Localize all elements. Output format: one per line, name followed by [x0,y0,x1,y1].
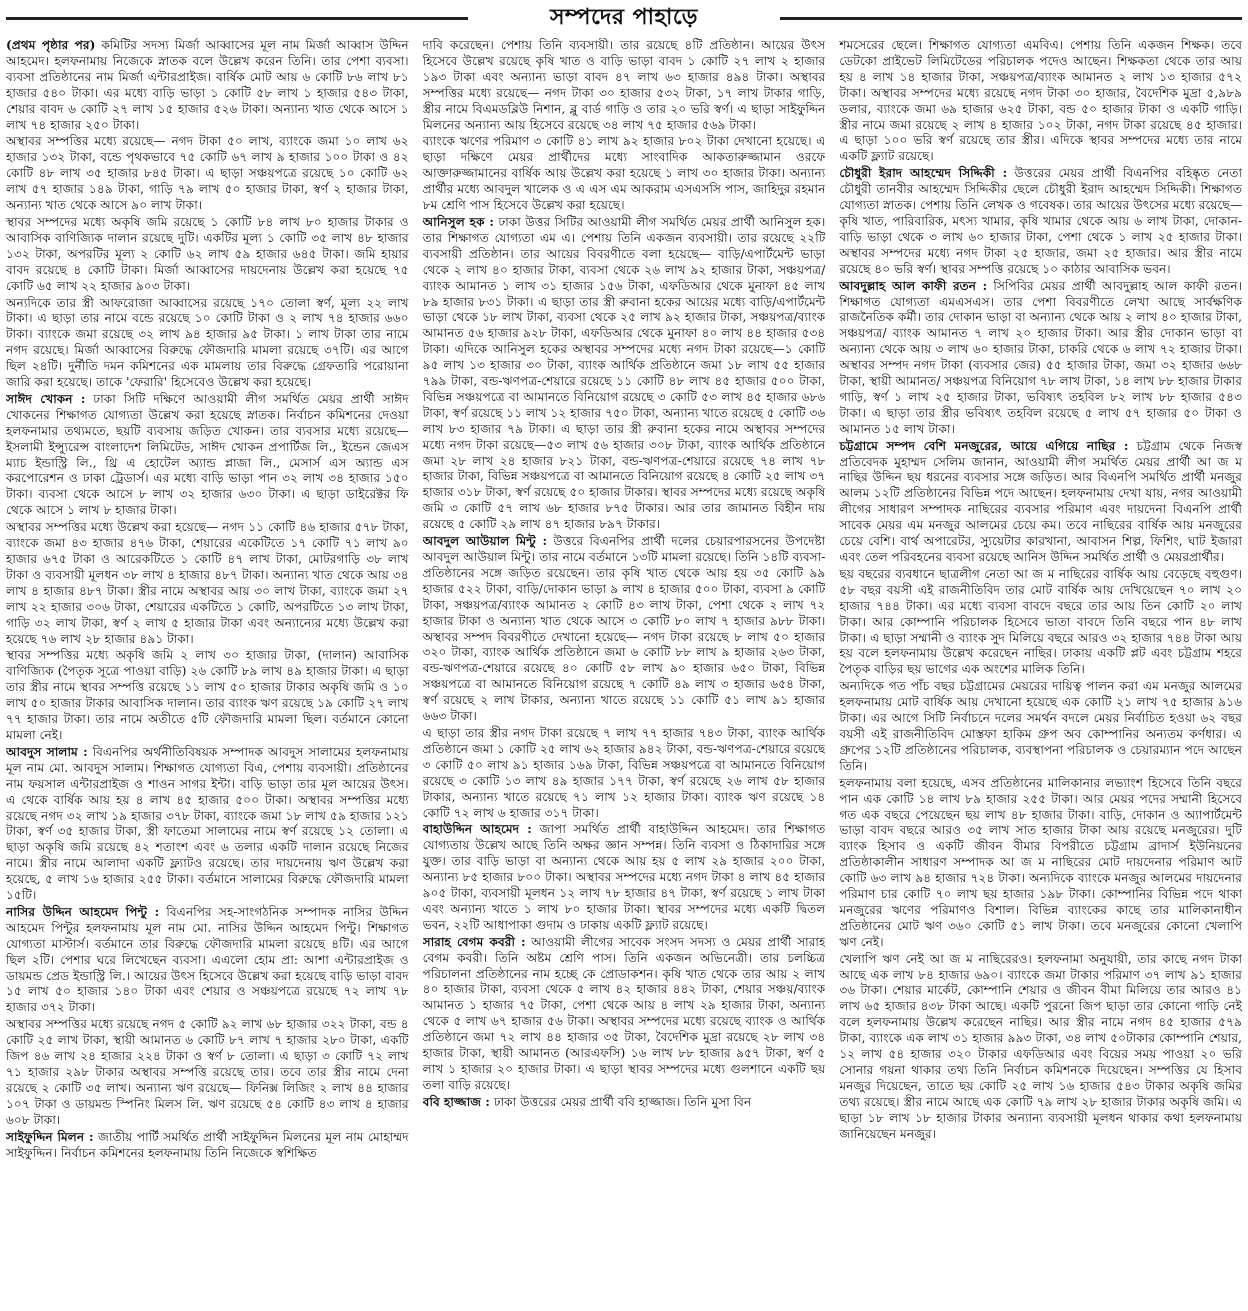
article-paragraph [423,935,826,1094]
paragraph-text: ঢাকা উত্তর সিটির আওয়ামী লীগ সমর্থিত মেয়র প্রার্থী আনিসুল হক। তার শিক্ষাগত যোগ্যতা এম এ। পেশায় তিনি একজন ব্যবসায়ী। তার রয়েছে ২২টি ব্যবসায়ী প্রতিষ্ঠান। তার আয়ের বিবরণীতে বলা হয়েছে— বাড়ি/এপার্টমেন্ট ভাড়া থেকে ২ লাখ ৪০ হাজার টাকা, ব্যবসা থেকে ২৬ লাখ ৯২ হাজার টাকা, সঞ্চয়পত্র/ব্যাংক আমানত ১ লাখ ৩১ হাজার ১৫৬ টাকা, এফডিআর থেকে মুনাফা ৪৫ লাখ ৮৯ হাজার ৮৩১ টাকা। এ ছাড়া তার স্ত্রী রুবানা হকের আয়ের মধ্যে বাড়ি/এপার্টমেন্ট ভাড়া থেকে ১৮ লাখ টাকা, ব্যবসা থেকে ২৫ লাখ ৯২ হাজার টাকা, সঞ্চয়পত্র/ব্যাংক আমানত ৫৬ হাজার ৯২৮ টাকা, এফডিআর থেকে মুনাফা ৪০ লাখ ৪৪ হাজার ৫৩৪ টাকা। এদিকে আনিসুল হকের অস্থাবর সম্পদের মধ্যে নগদ টাকা রয়েছে—১ কোটি ৯৫ লাখ ১৩ হাজার ৩০ টাকা, ব্যাংক আর্থিক প্রতিষ্ঠানে জমা ১৮ লাখ ৫৫ হাজার ৭৯৯ টাকা, বন্ড-ঋণপত্র-শেয়ারে রয়েছে ১১ কোটি ৪৮ লাখ ৪৫ হাজার ৫০০ টাকা, বিভিন্ন সঞ্চয়পত্রে বা আমানতে বিনিয়োগ রয়েছে ৩ কোটি ৫৩ লাখ ৪৫ হাজার ৬৮৬ টাকা, স্বর্ণ রয়েছে ১১ লাখ ১২ হাজার ৭৫০ টাকা, অন্যান্য খাতে রয়েছে ৫ কোটি ৩৬ লাখ ৮৩ হাজার ৭৯ টাকা। এ ছাড়া তার স্ত্রী রুবানা হকের নামে অস্থাবর সম্পদের মধ্যে নগদ টাকা রয়েছে—৫৩ লাখ ৫৬ হাজার ৩০৮ টাকা, ব্যাংক আর্থিক প্রতিষ্ঠানে জমা ২৮ লাখ ২৪ হাজার ৮২১ টাকা, বন্ড-ঋণপত্র-শেয়ারে রয়েছে ৭৪ লাখ ৭৮ হাজার টাকা, বিভিন্ন সঞ্চয়পত্রে বা আমানতে বিনিয়োগ রয়েছে ৪ কোটি ২৫ লাখ ৩৭ হাজার ৩১৮ টাকা, স্বর্ণ রয়েছে ৫০ হাজার টাকার। স্থাবর সম্পদের মধ্যে রয়েছে অকৃষি জমি ৩ কোটি ৫৭ লাখ ৬৮ হাজার ৮৭৫ টাকার। আর তার জামানত বিহীন দায় রয়েছে ৫ কোটি ২৯ লাখ ৪৭ হাজার ৮৯৭ টাকার। [422,214,826,532]
paragraph-text: এ ছাড়া তার স্ত্রীর নগদ টাকা রয়েছে ৭ লাখ ৭৭ হাজার ৭৪৩ টাকা, ব্যাংক আর্থিক প্রতিষ্ঠানে জমা ১ কোটি ২৫ লাখ ৬২ হাজার ৯৪২ টাকা, বন্ড-ঋণপত্র-শেয়ারে রয়েছে ৩ কোটি ৫০ লাখ ৯১ হাজার ১৬৯ টাকা, বিভিন্ন সঞ্চয়পত্রে বা আমানতে বিনিয়োগ রয়েছে ৩ কোটি ১৩ লাখ ৪৯ হাজার ১৭৭ টাকা, স্বর্ণ রয়েছে ২৬ লাখ ৫৮ হাজার টাকার, অন্যান্য খাতে রয়েছে ৭১ লাখ ১২ হাজার টাকা। ব্যাংক ঋণ রয়েছে ১৪ কোটি ৭২ লাখ ৬ হাজার ৩১৭ টাকা। [422,725,826,820]
article-paragraph [6,1017,409,1128]
paragraph-lead: (প্রথম পৃষ্ঠার পর) [6,38,96,52]
paragraph-lead: ববি হাজ্জাজ : [422,1094,490,1109]
paragraph-lead: আবদুল্লাহ আল কাফী রতন : [839,278,988,293]
paragraph-lead: নাসির উদ্দিন আহমেদ পিন্টু : [6,904,160,919]
paragraph-text: শমসেরের ছেলে। শিক্ষাগত যোগ্যতা এমবিএ। পেশায় তিনি একজন শিক্ষক। তবে ডেটকো প্রাইভেট লিমিটেডের পরিচালক পদেও আছেন। শিক্ষকতা থেকে তার আয় হয় ৪ লাখ ১৪ হাজার টাকা, সঞ্চয়পত্র/ব্যাংক আমানত ২ লাখ ১৩ হাজার ৫৭২ টাকা। অস্থাবর সম্পদের মধ্যে রয়েছে নগদ টাকা ৩০ হাজার, বৈদেশিক মুদ্রা ৫,৯৮৯ ডলার, ব্যাংকে জমা ৬৯ হাজার ৬২৫ টাকা, বন্ড ৫০ হাজার টাকা ও একটি গাড়ি। স্ত্রীর নামে জমা রয়েছে ২ লাখ ৪ হাজার ১০২ টাকা, নগদ টাকা রয়েছে ৪৫ হাজার। এ ছাড়া ১০০ ভরি স্বর্ণ রয়েছে তার স্ত্রীর। এদিকে স্থাবর সম্পদের মধ্যে তার নামে একটি ফ্ল্যাট রয়েছে। [839,38,1243,164]
paragraph-text: খেলাপি ঋণ নেই আ জ ম নাছিরেরও। হলফনামা অনুযায়ী, তার কাছে নগদ টাকা আছে এক লাখ ৮৪ হাজার ৬৯০। ব্যাংকে জমা টাকার পরিমাণ ৩৭ লাখ ৯১ হাজার ৩৬ টাকা। শেয়ার মার্কেট, কোম্পানি শেয়ার ও জীবন বীমা মিলিয়ে তার আরও ৪১ লাখ ৬৫ হাজার ৪৩৮ টাকা আছে। একটি পুরনো জিপ ছাড়া তার কোনো গাড়ি নেই বলে হলফনামায় উল্লেখ করেছেন নাছির। আর স্ত্রীর নামে নগদ ৪৫ হাজার ৫৭৯ টাকা, ব্যাংকে এক লাখ ৩১ হাজার ৯৯৩ টাকা, ৩৪ লাখ ৫০টাকার কোম্পানি শেয়ার, ১২ লাখ ৫৪ হাজার ৩২০ টাকার এফডিআর এবং বিয়ের সময় পাওয়া ২০ ভরি সোনার গয়না থাকার তথ্য তিনি নির্বাচন কমিশনকে দিয়েছেন। সম্পত্তির যে হিসাব মনজুর দিয়েছেন, তাতে ছয় কোটি ২৫ লাখ ১৬ হাজার ৫৪৩ টাকার অকৃষি জমির তথ্য রয়েছে। স্ত্রীর নামে আছে এক কোটি ৭৯ লাখ ২৮ হাজার টাকার অকৃষি জমি। এ ছাড়া ১৮ লাখ ১৮ হাজার টাকার অন্যান্য ব্যবসায়ী মূলধন থাকার কথা হলফনামায় জানিয়েছেন মনজুর। [839,951,1243,1141]
article-columns [6,38,1242,1306]
paragraph-text: কমিটির সদস্য মির্জা আব্বাসের মূল নাম মির্জা আব্বাস উদ্দিন আহমেদ। হলফনামায় নিজেকে স্নাতক বলে উল্লেখ করেন তিনি। তার পেশা ব্যবসা। ব্যবসা প্রতিষ্ঠানের নাম মির্জা এন্টারপ্রাইজ। বার্ষিক মোট আয় ৬ কোটি ৮৬ লাখ ৮১ হাজার ৫৪০ টাকা। এর মধ্যে বাড়ি ভাড়া ১ কোটি ৫৮ লাখ ১ হাজার ৫৪৩ টাকা, শেয়ার বাবদ ৬ কোটি ২৭ লাখ ১৫ হাজার ৫২৬ টাকা। অন্যান্য খাত থেকে আসে ১ লাখ ৭৪ হাজার ২৫০ টাকা। [6,38,409,132]
paragraph-text: উত্তরে বিএনপির প্রার্থী দলের চেয়ারপারসনের উপদেষ্টা আবদুল আউয়াল মিন্টু। তার নামে বর্তমানে ১৩টি মামলা রয়েছে। তিনি ১৪টি ব্যবসা-প্রতিষ্ঠানের সঙ্গে জড়িত রয়েছেন। তার কৃষি খাত থেকে আয় হয় ৩৫ কোটি ৯৯ হাজার ৫২২ টাকা, বাড়ি/দোকান ভাড়া ৯ লাখ ৪ হাজার ৫০০ টাকা, ব্যবসা ৯ কোটি টাকা, সঞ্চয়পত্র/ব্যাংক আমানত ২ কোটি ৪৩ লাখ টাকা, পেশা থেকে ২ লাখ ৭২ হাজার টাকা ও অন্যান্য খাত থেকে আসে ৩ কোটি ৮০ লাখ ৭ হাজার ৯৮৮ টাকা। অস্থাবর সম্পদ বিবরণীতে দেখানো হয়েছে— নগদ টাকা রয়েছে ৮ লাখ ৫০ হাজার ৩২০ টাকা, ব্যাংক আর্থিক প্রতিষ্ঠানে জমা ৬ কোটি ৮৮ লাখ ৯ হাজার ২৬৩ টাকা, বন্ড-ঋণপত্র-শেয়ারে রয়েছে ৪০ কোটি ৫৮ লাখ ৯০ হাজার ৬৫০ টাকা, বিভিন্ন সঞ্চয়পত্রে বা আমানতে বিনিয়োগ রয়েছে ৭ কোটি ৪৯ লাখ ৩ হাজার ৬৫৪ টাকা, স্বর্ণ রয়েছে ২ লাখ টাকার, অন্যান্য খাতে রয়েছে ১১ কোটি ৫১ লাখ ৯১ হাজার ৬৬৩ টাকা। [422,534,826,724]
paragraph-text: অস্থাবর সম্পত্তির মধ্যে উল্লেখ করা হয়েছে— নগদ ১১ কোটি ৪৬ হাজার ৫৭৮ টাকা, ব্যাংকে জমা ৪৩ হাজার ৪৭৬ টাকা, শেয়ারের একেটিতে ১৭ কোটি ৭১ লাখ ৯০ হাজার ৬৭৫ টাকা ও আরেকটিতে ১ কোটি ৪৭ লাখ টাকা, মোটরগাড়ি ৩৮ লাখ টাকা ও ব্যবসায়ী মূলধন ৩৮ লাখ ৪ হাজার ৪৮৭ টাকা। অন্যান্য খাত থেকে আয় ৩৪ লাখ ৪ হাজার ৪৮৭ টাকা। স্ত্রীর নামে অস্থাবর আয় ৩০ লাখ টাকা, ব্যাংকে জমা ২৭ লাখ ২২ হাজার ৩০৬ টাকা, শেয়ারের একটিতে ১ কোটি, অপরটিতে ১৩ লাখ টাকা, গাড়ি ৩২ লাখ টাকা, স্বর্ণ ২ লাখ ৫ হাজার টাকা এবং অন্যান্যের মধ্যে উল্লেখ করা হয়েছে ৭৬ লাখ ২৮ হাজার ৪৯১ টাকা। [6,520,409,646]
paragraph-text: জাতীয় পার্টি সমর্থিত প্রার্থী সাইফুদ্দিন মিলনের মূল নাম মোহাম্মদ সাইফুদ্দিন। নির্বাচন কমিশনের হলফনামায় তিনি নিজেকে স্বশিক্ষিত [6,1129,409,1160]
paragraph-text: ঢাকা উত্তরের মেয়র প্রার্থী ববি হাজ্জাজ। তিনি মুসা বিন [489,1094,752,1109]
header-rule-right [780,17,1242,20]
paragraph-lead: সারাহ বেগম কবরী : [422,934,526,949]
paragraph-lead: আবদুল আউয়াল মিন্টু : [422,534,548,549]
article-paragraph [839,567,1242,678]
paragraph-text: ব্যাংকে ঋণের পরিমাণ ৩ কোটি ৪১ লাখ ৯২ হাজার ৮০২ টাকা দেখানো হয়েছে। এ ছাড়া দক্ষিণে মেয়র প্রার্থীদের মধ্যে সাংবাদিক আকতারুজ্জামান ওরফে আক্তারুজ্জামানের বার্ষিক আয় উল্লেখ করা হয়েছে ১ লাখ ৩০ হাজার টাকা। অন্যান্য প্রার্থীর মধ্যে আবদুল খালেক ও এ এস এম আকরাম এসএসসি পাস, জাহিদুর রহমান ৮ম শ্রেণি পাস হিসেবে উল্লেখ করা হয়েছে। [422,134,826,213]
paragraph-lead: চট্টগ্রামে সম্পদ বেশি মনজুরের, আয়ে এগিয়ে নাছির : [839,438,1129,453]
article-paragraph [6,520,409,647]
paragraph-lead: বাহাউদ্দিন আহমেদ : [422,822,532,837]
paragraph-text: বিএনপির অর্থনীতিবিষয়ক সম্পাদক আবদুস সালামের হলফনামায় মূল নাম মো. আবদুস সালাম। শিক্ষাগত যোগ্যতা বিএ, পেশায় ব্যবসায়ী। প্রতিষ্ঠানের নাম ফয়সাল এন্টারপ্রাইজ ও শাওন সাগর ইন্টা। বাড়ি ভাড়া তার মূল আয়ের উৎস। এ থেকে বার্ষিক আয় হয় ৪ লাখ ৪৫ হাজার ৫০০ টাকা। অস্থাবর সম্পত্তির মধ্যে রয়েছে নগদ ৩২ লাখ ১৯ হাজার ৩৭৮ টাকা, ব্যাংকে জমা ১৮ লাখ ৫৯ হাজার ১২১ টাকা, স্বর্ণ ৩৫ হাজার টাকা, স্ত্রী ফাতেমা সালামের নামে স্বর্ণ রয়েছে ১২ তোলা। এ ছাড়া অকৃষি জমি রয়েছে ৪২ শতাংশ এবং ৬ তলার একটি দালান রয়েছে নিজের নামে। স্ত্রীর নামে আলাদা একটি ফ্ল্যাটও রয়েছে। তার দায়দেনায় ঋণ উল্লেখ করা হয়েছে, ৫ লাখ ১৬ হাজার ২৫৫ টাকা। বর্তমানে সালামের বিরুদ্ধে ফৌজদারি মামলা ১৫টি। [6,744,409,903]
article-paragraph [839,279,1242,438]
paragraph-text: অন্যদিকে গত পাঁচ বছর চট্টগ্রামের মেয়রের দায়িত্ব পালন করা এম মনজুর আলমের হলফনামায় মোট বার্ষিক আয় দেখানো হয়েছে এক কোটি ২১ লাখ ৭৫ হাজার ৯১৬ টাকা। এর আগে সিটি নির্বাচনে দলের সমর্থন বদলে মেয়র নির্বাচিত হওয়া ৬২ বছর বয়সী এই রাজনীতিবিদ মোস্তফা হাকিম গ্রুপ অব কোম্পানির অন্যতম কর্ণধার। এ গ্রুপের ১২টি প্রতিষ্ঠানের পরিচালক, ব্যবস্থাপনা পরিচালক ও চেয়ারম্যান পদে আছেন তিনি। [839,679,1243,773]
article-paragraph [423,38,826,133]
article-paragraph [839,439,1242,566]
page-header [0,0,1248,36]
paragraph-lead: চৌধুরী ইরাদ আহম্মেদ সিদ্দিকী : [839,166,1008,181]
paragraph-lead: আনিসুল হক : [422,214,494,229]
article-paragraph [6,134,409,214]
column-1 [6,38,409,1306]
article-paragraph [6,215,409,295]
paragraph-text: ছয় বছরের ব্যবধানে ছাত্রলীগ নেতা আ জ ম নাছিরের বার্ষিক আয় বেড়েছে বহুগুণ। ৫৮ বছর বয়সী এই রাজনীতিবিদ তার মোট বার্ষিক আয় দেখিয়েছেন ৭০ লাখ ২০ হাজার ৭৪৪ টাকা। এর মধ্যে ব্যবসা বাবদে বছরে তার আয় তিন কোটি ২০ লাখ টাকা। আর কোম্পানি পরিচালক হিসেবে ভাতা বাবদে তিনি বছরে পান ৪৮ লাখ টাকা। এ ছাড়া সম্মানী ও ব্যাংক সুদ মিলিয়ে বছরে আরও ৩২ হাজার ৭৪৪ টাকা আয় হয় বলে হলফনামায় উল্লেখ করেছেন নাছির। ঢাকায় একটি প্লট এবং চট্টগ্রাম শহরে পৈতৃক বাড়ির ছয় ভাগের এক অংশের মালিক তিনি। [839,566,1243,677]
paragraph-text: সিপিবির মেয়র প্রার্থী আবদুল্লাহ আল কাফী রতন। শিক্ষাগত যোগ্যতা এমএসএস। তার পেশা বিবরণীতে লেখা আছে সার্বক্ষণিক রাজনৈতিক কর্মী। তার দোকান ভাড়া বা অন্যান্য থেকে আয় ২ লাখ ৪০ হাজার টাকা, সঞ্চয়পত্র/ ব্যাংক আমানত ৭ লাখ ২০ হাজার টাকা। আর স্ত্রীর দোকান ভাড়া বা অন্যান্য থেকে আয় ৩ লাখ ৬০ হাজার টাকা, চাকরি থেকে ৬ লাখ ৭২ হাজার টাকা। অস্থাবর সম্পদ নগদ টাকা (ব্যবসার জের) ৫৫ হাজার টাকা, জমা ৩২ হাজার ৬৬৮ টাকা, স্থায়ী আমানত/ সঞ্চয়পত্র বিনিয়োগ ৭৮ লাখ টাকা, ১৪ লাখ ৮৮ হাজার টাকার গাড়ি, স্বর্ণ ১ লাখ ২৫ হাজার টাকা, ভবিষ্যৎ তহবিল ৮২ লাখ ৮৮ হাজার ৫৪৩ টাকা। এ ছাড়া তার স্ত্রীর ভবিষ্যৎ তহবিল রয়েছে ৫ লাখ ৫৭ হাজার ৫০ টাকা ও আমানত ১৫ লাখ টাকা। [839,278,1243,436]
paragraph-text: ঢাকা সিটি দক্ষিণে আওয়ামী লীগ সমর্থিত মেয়র প্রার্থী সাঈদ খোকনের শিক্ষাগত যোগ্যতা উল্লেখ করা হয়েছে স্নাতক। নির্বাচন কমিশনের দেওয়া হলফনামার তথ্যমতে, ছয়টি ব্যবসায় জড়িত খোকন। তার ব্যবসার মধ্যে রয়েছে— ইসলামী ইন্স্যুরেন্স বাংলাদেশ লিমিটেড, সাঈদ খোকন প্রপার্টিজ লি., ইন্ডেন জেএস ম্যাচ ইন্ডাস্ট্রি লি., থ্রি এ হোটেল অ্যান্ড প্লাজা লি., মেসার্স এস অ্যান্ড এস করপোরেশন ও ঢাকা ট্রেডার্স। এর মধ্যে বাড়ি ভাড়া পান ৩২ লাখ ৩৪ হাজার ১৫০ টাকা। ব্যবসা থেকে আসে ৮ লাখ ৩২ হাজার ৬৩০ টাকা। এ ছাড়া ডাইরেক্টর ফি থেকে আসে ১ লাখ ৮ হাজার টাকা। [6,391,409,518]
column-3 [839,38,1242,1306]
paragraph-lead: সাইফুদ্দিন মিলন : [6,1129,94,1144]
article-paragraph [423,822,826,933]
paragraph-text: চট্টগ্রাম থেকে নিজস্ব প্রতিবেদক মুহাম্মদ সেলিম জানান, আওয়ামী লীগ সমর্থিত মেয়র প্রার্থী আ জ ম নাছির উদ্দিন ছয় ধরনের ব্যবসার সঙ্গে জড়িত। আর বিএনপি সমর্থিত প্রার্থী মনজুর আলম ১২টি প্রতিষ্ঠানের বিভিন্ন পদে আছেন। হলফনামায় দেখা যায়, নগর আওয়ামী লীগের সাধারণ সম্পাদক নাছিরের ব্যবসার পরিমাণ এবং দায়দেনা বিএনপি প্রার্থী সাবেক মেয়র এম মনজুর আলমের চেয়ে কম। তবে নাছিরের বার্ষিক আয় মনজুরের চেয়ে বেশি। বার্থ অপারেটর, স্যুয়েটার কারখানা, আবাসন শিল্প, ফিশিং, ঘাট ইজারা এবং তেল পরিবহনের ব্যবসা রয়েছে আনিস উদ্দিন সমর্থিত প্রার্থী ও মেয়রপ্রার্থীর। [839,438,1243,564]
article-paragraph [423,215,826,533]
article-paragraph [6,1130,409,1162]
column-2 [423,38,826,1306]
paragraph-lead: সাঈদ খোকন : [6,391,86,406]
article-paragraph [6,745,409,904]
paragraph-text: জাপা সমর্থিত প্রার্থী বাহাউদ্দিন আহমেদ। তার শিক্ষাগত যোগ্যতায় উল্লেখ আছে তিনি অক্ষর জ্ঞান সম্পন্ন। তিনি ব্যবসা ও ঠিকাদারির সঙ্গে যুক্ত। তার বাড়ি ভাড়া বা অন্যান্য থেকে আয় হয় ৫ লাখ ২৯ হাজার ২০০ টাকা, অন্যান্য ৮৫ হাজার ৮০০ টাকা। অস্থাবর সম্পদের মধ্যে নগদ টাকা ৪ লাখ ৪৫ হাজার ৯০৫ টাকা, ব্যবসায়ী মূলধন ১২ লাখ ৭৮ হাজার ৪৭ টাকা, স্বর্ণ রয়েছে ১ লাখ টাকা এবং অন্যান্য খাতে ১ লাখ ৮০ হাজার টাকা। স্থাবর সম্পদের মধ্যে একটি দ্বিতল ভবন, ২২টি আধাপাকা গুদাম ও ঢাকায় একটি ফ্ল্যাট রয়েছে। [422,822,826,932]
article-paragraph [839,166,1242,277]
paragraph-lead: আবদুস সালাম : [6,744,88,759]
paragraph-text: বিএনপির সহ-সাংগঠনিক সম্পাদক নাসির উদ্দিন আহমেদ পিন্টুর হলফনামায় মূল নাম মো. নাসির উদ্দিন আহমেদ পিন্টু। শিক্ষাগত যোগ্যতা মাস্টার্স। বর্তমানে তার বিরুদ্ধে ফৌজদারি মামলা রয়েছে ৪টি। এর আগে ছিল ২টি। পেশার ঘরে লিখেছেন ব্যবসা। এএলো হোম প্রা: আশা এন্টারপ্রাইজ ও ডায়মন্ড প্রেড ইন্ডাস্ট্রি লি.। আয়ের উৎস হিসেবে উল্লেখ করা হয়েছে বাড়ি ভাড়া বাবদ ১৫ লাখ ৫০ হাজার ১৪০ টাকা এবং শেয়ার ও সঞ্চয়পত্রে রয়েছে ৭২ লাখ ৭৮ হাজার ৩৭২ টাকা। [6,904,409,1015]
page-title: সম্পদের পাহাড়ে [550,4,698,30]
paragraph-text: আওয়ামী লীগের সাবেক সংসদ সদস্য ও মেয়র প্রার্থী সারাহ বেগম কবরী। তিনি অষ্টম শ্রেণি পাস। তিনি একজন অভিনেত্রী। তার চলচ্চিত্র পরিচালনা প্রতিষ্ঠানের নাম হচ্ছে কে প্রোডাকশন। কৃষি খাত থেকে তার আয় ২ লাখ ৪০ হাজার টাকা, ব্যবসা থেকে ৫ লাখ ৪২ হাজার ৪৪২ টাকা, শেয়ার সঞ্চয়/ব্যাংক আমানত ১ হাজার ৭৫ টাকা, পেশা থেকে আয় ৪ লাখ ২৯ হাজার টাকা, অন্যান্য থেকে ৫ লাখ ৬৭ হাজার ৫৬ টাকা। অস্থাবর সম্পদের মধ্যে রয়েছে ব্যাংক ও আর্থিক প্রতিষ্ঠানে জমা ৭২ লাখ ৪৪ হাজার ৩৫ টাকা, বৈদেশিক মুদ্রা রয়েছে ২৮ লাখ ৩৪ হাজার টাকা, স্থায়ী আমানত (আরএফসি) ১৬ লাখ ৮৮ হাজার ৯৫৭ টাকা, স্বর্ণ ৫ লাখ ১ হাজার ২০ হাজার টাকা। এ ছাড়া স্থাবর সম্পদের মধ্যে গুলশানে একটি ছয় তলা বাড়ি রয়েছে। [422,934,826,1092]
article-paragraph [6,648,409,743]
paragraph-text: হলফনামায় বলা হয়েছে, এসব প্রতিষ্ঠানের মালিকানার লভ্যাংশ হিসেবে তিনি বছরে পান এক কোটি ১৪ লাখ ৮৯ হাজার ২৫৫ টাকা। আর মেয়র পদের সম্মানী হিসেবে গত এক বছরে পেয়েছেন ছয় লাখ ৪৮ হাজার টাকা। বাড়ি, দোকান ও অ্যাপার্টমেন্ট ভাড়া বাবদ বছরে আরও ৩৫ লাখ সাত হাজার টাকা আয় রয়েছে মনজুরের। দুটি ব্যাংক হিসাব ও একটি জীবন বীমার বিপরীতে চট্টগ্রাম ব্রাদার্স ইউনিয়নের প্রতিষ্ঠাকালীন সাধারণ সম্পাদক আ জ ম নাছিরের মোট দায়দেনার পরিমাণ আট কোটি ৬৩ লাখ ৯৪ হাজার ৭২৪ টাকা। অন্যদিকে ব্যাংকে মনজুর আলমের দায়দেনার পরিমাণ চার কোটি ৭০ লাখ ছয় হাজার ১৯৮ টাকা। কোম্পানির বিভিন্ন পদে থাকা মনজুরের ঋণের পরিমাণও বিশাল। বিভিন্ন ব্যাংকের কাছে তার মালিকানাধীন প্রতিষ্ঠানের মোট ঋণ ৩৬০ কোটি ৫১ লাখ টাকা। তবে মনজুরের কোনো খেলাপি ঋণ নেই। [839,775,1243,949]
article-paragraph [839,952,1242,1143]
article-paragraph [6,296,409,391]
paragraph-text: স্থাবর সম্পত্তির মধ্যে অকৃষি জমি ২ লাখ ৩০ হাজার টাকা, (দালান) আবাসিক বাণিজ্যিক (পৈতৃক সূত্রে পাওয়া বাড়ি) ২৬ কোটি ৮৯ লাখ ৪৯ হাজার টাকা। এ ছাড়া তার স্ত্রীর নামে স্থাবর সম্পত্তি রয়েছে ১১ লাখ ৫০ হাজার টাকার অকৃষি জমি ও ১০ লাখ ৫০ হাজার টাকার আবাসিক দালান। তার ব্যাংক ঋণ রয়েছে ১৯ কোটি ২৭ লাখ ৭৭ হাজার টাকা। তার নামে অতীতে ৫টি ফৌজদারি মামলা ছিল। বর্তমানে কোনো মামলা নেই। [6,648,409,742]
article-paragraph [423,726,826,821]
article-paragraph [839,679,1242,774]
paragraph-text: উত্তরের মেয়র প্রার্থী বিএনপির বহিষ্কৃত নেতা চৌধুরী তানবীর আহম্মেদ সিদ্দিকীর ছেলে চৌধুরী ইরাদ আহম্মেদ সিদ্দিকী। শিক্ষাগত যোগ্যতা স্নাতক। পেশায় তিনি লেখক ও গবেষক। তার আয়ের উৎসের মধ্যে রয়েছে— কৃষি খাত, পারিবারিক, মৎস্য খামার, কৃষি খামার থেকে আয় ৬ লাখ টাকা, দোকান-বাড়ি ভাড়া থেকে ৩ লাখ ৬০ হাজার টাকা, পেশা থেকে ১ লাখ ২৫ হাজার টাকা। অস্থাবর সম্পদের মধ্যে নগদ টাকা ২৫ হাজার, জমা ২৫ হাজার। আর স্ত্রীর নামে রয়েছে ৪০ ভরি স্বর্ণ। স্থাবর সম্পত্তি রয়েছে ১০ কাঠার আবাসিক ভবন। [839,166,1243,276]
article-paragraph [6,392,409,519]
article-paragraph [839,776,1242,951]
paragraph-text: দাবি করেছেন। পেশায় তিনি ব্যবসায়ী। তার রয়েছে ৪টি প্রতিষ্ঠান। আয়ের উৎস হিসেবে উল্লেখ রয়েছে কৃষি খাত ও বাড়ি ভাড়া বাবদ ১ কোটি ২৭ লাখ ২ হাজার ১৯৩ টাকা এবং অন্যান্য ভাড়া বাবদ ৪৭ লাখ ৬৩ হাজার ৪৯৪ টাকা। অস্থাবর সম্পত্তির মধ্যে রয়েছে— নগদ টাকা ৩০ হাজার ৫৩২ টাকা, ১৭ লাখ টাকার গাড়ি, স্ত্রীর নামে বিএমডব্লিউ নিশান, ব্লু বার্ড গাড়ি ও তার ২০ ভরি স্বর্ণ। এ ছাড়া সাইফুদ্দিন মিলনের অন্যান্য আয় হিসেবে রয়েছে ৩৪ লাখ ৭৫ হাজার ৫৬৯ টাকা। [422,38,826,132]
article-paragraph [423,534,826,725]
paragraph-text: অস্থাবর সম্পত্তির মধ্যে রয়েছে— নগদ টাকা ৫০ লাখ, ব্যাংকে জমা ১০ লাখ ৬২ হাজার ১৩২ টাকা, বন্ডে পৃথকভাবে ৭৫ কোটি ৬৭ লাখ ৯ হাজার ১০০ টাকা ও ৪২ কোটি ৪৮ লাখ ৩৫ হাজার ৮৪৫ টাকা। এ ছাড়া সঞ্চয়পত্রে রয়েছে ১০ কোটি ৬২ লাখ ৫৭ হাজার ১৪৯ টাকা, গাড়ি ৭৯ লাখ ৫০ হাজার টাকা, স্বর্ণ ২ হাজার টাকা, অন্যান্য খাত থেকে আসে ৯০ লাখ টাকা। [6,134,409,213]
paragraph-text: অস্থাবর সম্পত্তির মধ্যে রয়েছে নগদ ৫ কোটি ৯২ লাখ ৬৮ হাজার ৩২২ টাকা, বন্ড ৪ কোটি ২৫ লাখ টাকা, স্থায়ী আমানত ৬ কোটি ৮৭ লাখ ৭ হাজার ২৮০ টাকা, একটি জিপ ৪৬ লাখ ২৪ হাজার ২২৪ টাকা ও স্বর্ণ ৮ তোলা। এ ছাড়া ৩ কোটি ৭২ লাখ ৭১ হাজার ২৯৮ টাকার অস্থাবর সম্পত্তি রয়েছে তার। তবে তার স্ত্রীর নামে দেনা রয়েছে ২ কোটি ৩৫ লাখ। অন্যান্য ঋণ রয়েছে— ফিনিক্স লিজিং ২ লাখ ৪৪ হাজার ১০৭ টাকা ও ডায়মন্ড স্পিনিং মিলস লি. ঋণ রয়েছে ৫৪ কোটি ৪৩ লাখ ৪ হাজার ৬০৮ টাকা। [6,1017,409,1127]
article-paragraph [6,38,409,133]
article-paragraph [839,38,1242,165]
article-paragraph [423,134,826,214]
article-paragraph [423,1095,826,1111]
paragraph-text: স্থাবর সম্পদের মধ্যে অকৃষি জমি রয়েছে ১ কোটি ৮৪ লাখ ৮০ হাজার টাকার ও আবাসিক বাণিজ্যিক দালান রয়েছে দুটি। একটির মূল্য ১ কোটি ৩৫ লাখ ৪৮ হাজার ১৩২ টাকা, অপরটির মূল্য ২ কোটি ৬২ লাখ ৫৯ হাজার ৬৪৫ টাকা। জমি হায়ার বাবদ রয়েছে ৪ কোটি টাকা। মির্জা আব্বাসের দায়দেনায় উল্লেখ করা হয়েছে ৭৫ কোটি ৬৫ লাখ ২২ হাজার ৯০৩ টাকা। [6,214,409,293]
paragraph-text: অন্যদিকে তার স্ত্রী আফরোজা আব্বাসের রয়েছে ১৭০ তোলা স্বর্ণ, মূল্য ২২ লাখ টাকা। এ ছাড়া তার নামে বন্ডে রয়েছে ১০ কোটি টাকা ও ২ লাখ ৭৪ হাজার ৬৬০ টাকা। ব্যাংকে জমা রয়েছে ৩২ লাখ ৯৪ হাজার ৯৫ টাকা। ১ লাখ টাকা তার নামে নগদ রয়েছে। মির্জা আব্বাসের বিরুদ্ধে ফৌজদারি মামলা রয়েছে ৩৭টি। এর আগে ছিল ২৪টি। দুর্নীতি দমন কমিশনের এক মামলায় তার বিরুদ্ধে গ্রেফতারি পরোয়ানা জারি করা হয়েছে। তাকে 'ফেরারি' হিসেবেও উল্লেখ করা হয়েছে। [6,295,409,390]
article-paragraph [6,905,409,1016]
